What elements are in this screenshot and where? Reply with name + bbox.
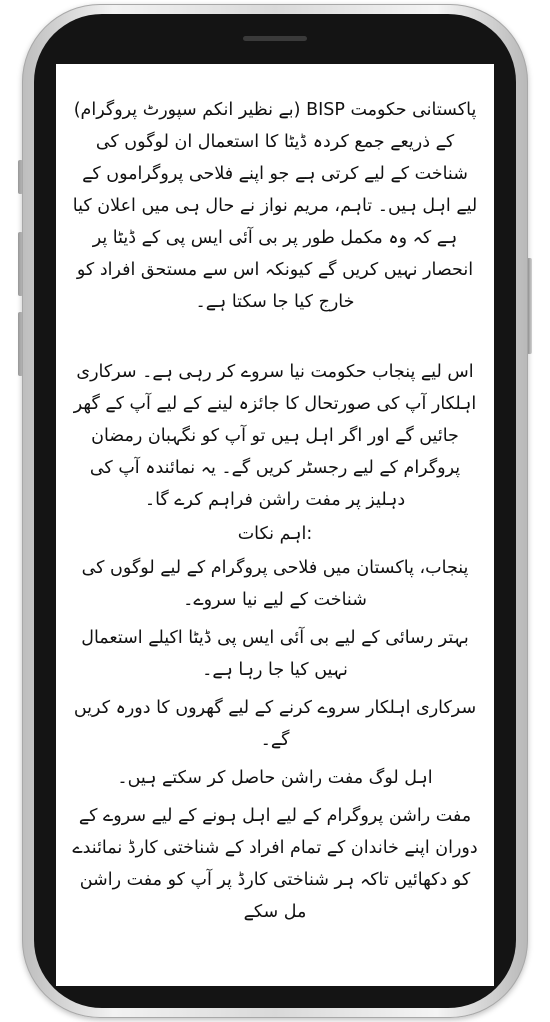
key-point: پنجاب، پاکستان میں فلاحی پروگرام کے لیے لوگوں کی شناخت کے لیے نیا سروے۔	[81, 558, 469, 610]
key-point: اہل لوگ مفت راشن حاصل کر سکتے ہیں۔	[117, 768, 433, 788]
speaker-grille	[243, 36, 307, 41]
phone-screen	[56, 64, 494, 986]
article-body	[56, 64, 494, 928]
key-points-heading: :اہم نکات	[237, 524, 313, 544]
key-point: بہتر رسائی کے لیے بی آئی ایس پی ڈیٹا اکیلے استعمال نہیں کیا جا رہا ہے۔	[81, 628, 469, 680]
article-paragraph-1: پاکستانی حکومت BISP (بے نظیر انکم سپورٹ پروگرام) کے ذریعے جمع کردہ ڈیٹا کا استعمال ان لوگوں کی شناخت کے لیے کرتی ہے جو اپنے فلاحی پروگراموں کے لیے اہل ہیں۔ تاہم، مریم نواز نے حال ہی میں اعلان کیا ہے کہ وہ مکمل طور پر بی آئی ایس پی کے ڈیٹا پر انحصار نہیں کریں گے کیونکہ اس سے مستحق افراد کو خارج کیا جا سکتا ہے۔	[72, 100, 478, 312]
article-paragraph-2: اس لیے پنجاب حکومت نیا سروے کر رہی ہے۔ سرکاری اہلکار آپ کی صورتحال کا جائزہ لینے کے لیے آپ کے گھر جائیں گے اور اگر اہل ہیں تو آپ کو نگہبان رمضان پروگرام کے لیے رجسٹر کریں گے۔ یہ نمائندہ آپ کی دہلیز پر مفت راشن فراہم کرے گا۔	[73, 362, 477, 510]
key-point: سرکاری اہلکار سروے کرنے کے لیے گھروں کا دورہ کریں گے۔	[73, 698, 477, 750]
key-point: مفت راشن پروگرام کے لیے اہل ہونے کے لیے سروے کے دوران اپنے خاندان کے تمام افراد کے شناختی کارڈ نمائندے کو دکھائیں تاکہ ہر شناختی کارڈ پر آپ کو مفت راشن مل سکے	[72, 806, 478, 922]
